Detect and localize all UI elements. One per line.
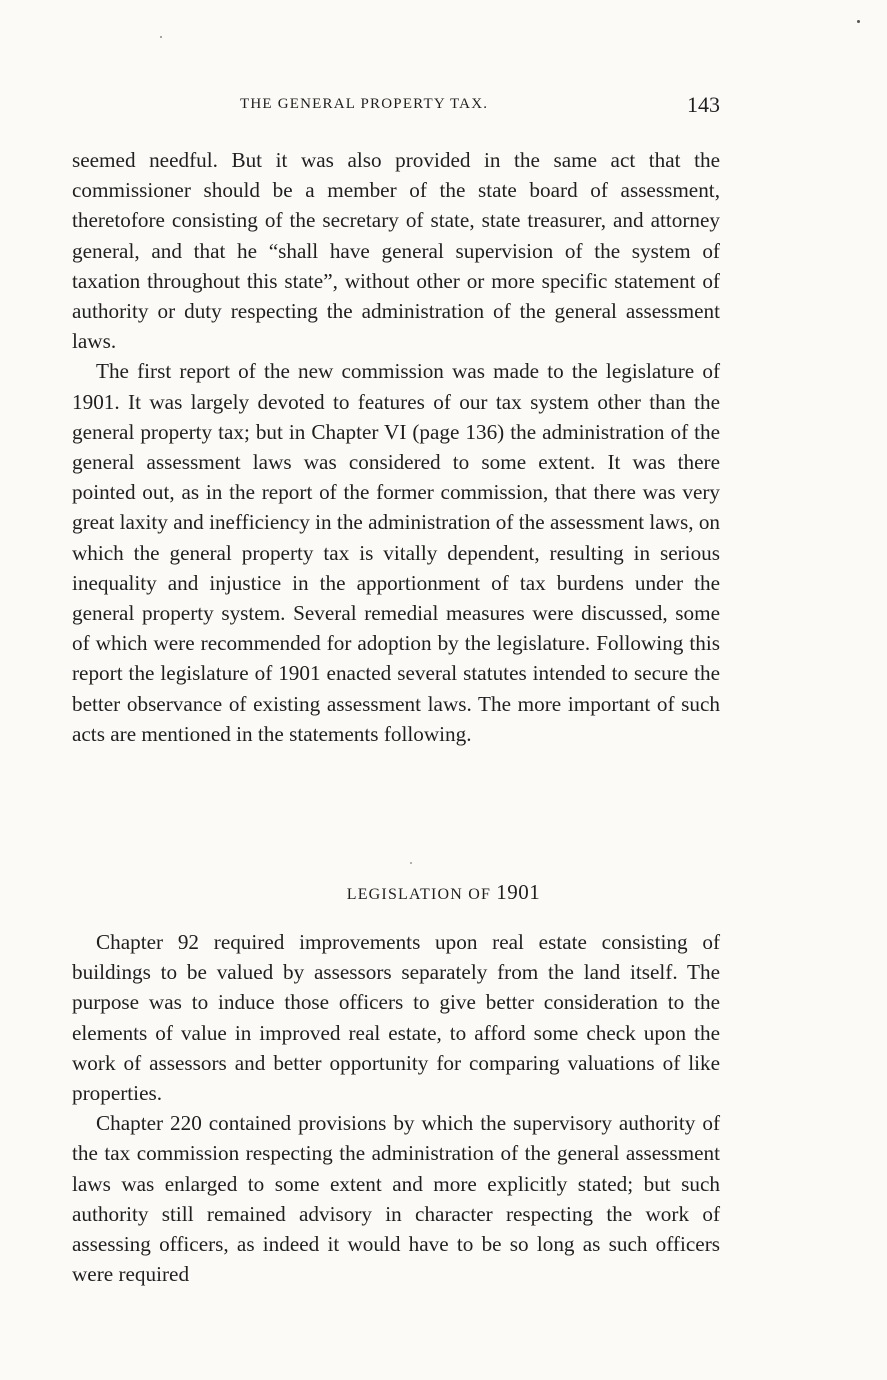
text-block-upper xyxy=(72,145,720,749)
section-heading xyxy=(0,880,887,905)
heading-word-of: OF xyxy=(468,886,492,903)
scan-speck xyxy=(410,862,412,864)
running-title: THE GENERAL PROPERTY TAX. xyxy=(240,96,489,112)
paragraph-continued: seemed needful. But it was also provided in the same act that the commissioner should be a member of the state board of assessment, theretofore consisting of the secretary of state, state treasurer, and attorney general, and that he “shall have general supervision of the system of taxation throughout this state”, without other or more specific statement of authority or duty respecting the administration of the general assessment laws. xyxy=(72,148,720,354)
page-number: 143 xyxy=(687,92,720,117)
heading-word-legislation: LEGISLATION xyxy=(346,886,464,903)
page-header xyxy=(70,92,720,122)
paragraph-first-report: The first report of the new commission was made to the legislature of 1901. It was largely devoted to features of our tax system other than the general property tax; but in Chapter VI (page 136) the administration of the general assessment laws was considered to some extent. It was there pointed out, as in the report of the former commission, that there was very great laxity and inefficiency in the administration of the assessment laws, on which the general property tax is vitally dependent, resulting in serious inequality and injustice in the apportionment of tax burdens under the general property system. Several remedial measures were discussed, some of which were recommended for adoption by the legislature. Following this report the legislature of 1901 enacted several statutes intended to secure the better observance of existing assessment laws. The more important of such acts are mentioned in the statements following. xyxy=(72,359,721,746)
text-block-lower xyxy=(72,927,720,1289)
heading-year: 1901 xyxy=(496,880,541,904)
paragraph-chapter-92: Chapter 92 required improvements upon real estate consisting of buildings to be valued by assessors separately from the land itself. The purpose was to induce those officers to give better consideration to the elements of value in improved real estate, to afford some check upon the work of assessors and better opportunity for comparing valuations of like properties. xyxy=(72,930,720,1106)
paragraph-chapter-220: Chapter 220 contained provisions by which the supervisory authority of the tax commission respecting the administration of the general assessment laws was enlarged to some extent and more explicitly stated; but such authority still remained advisory in character respecting the work of assessing officers, as indeed it would have to be so long as such officers were required xyxy=(72,1111,720,1287)
scan-speck xyxy=(160,36,162,38)
scan-speck xyxy=(857,20,860,23)
